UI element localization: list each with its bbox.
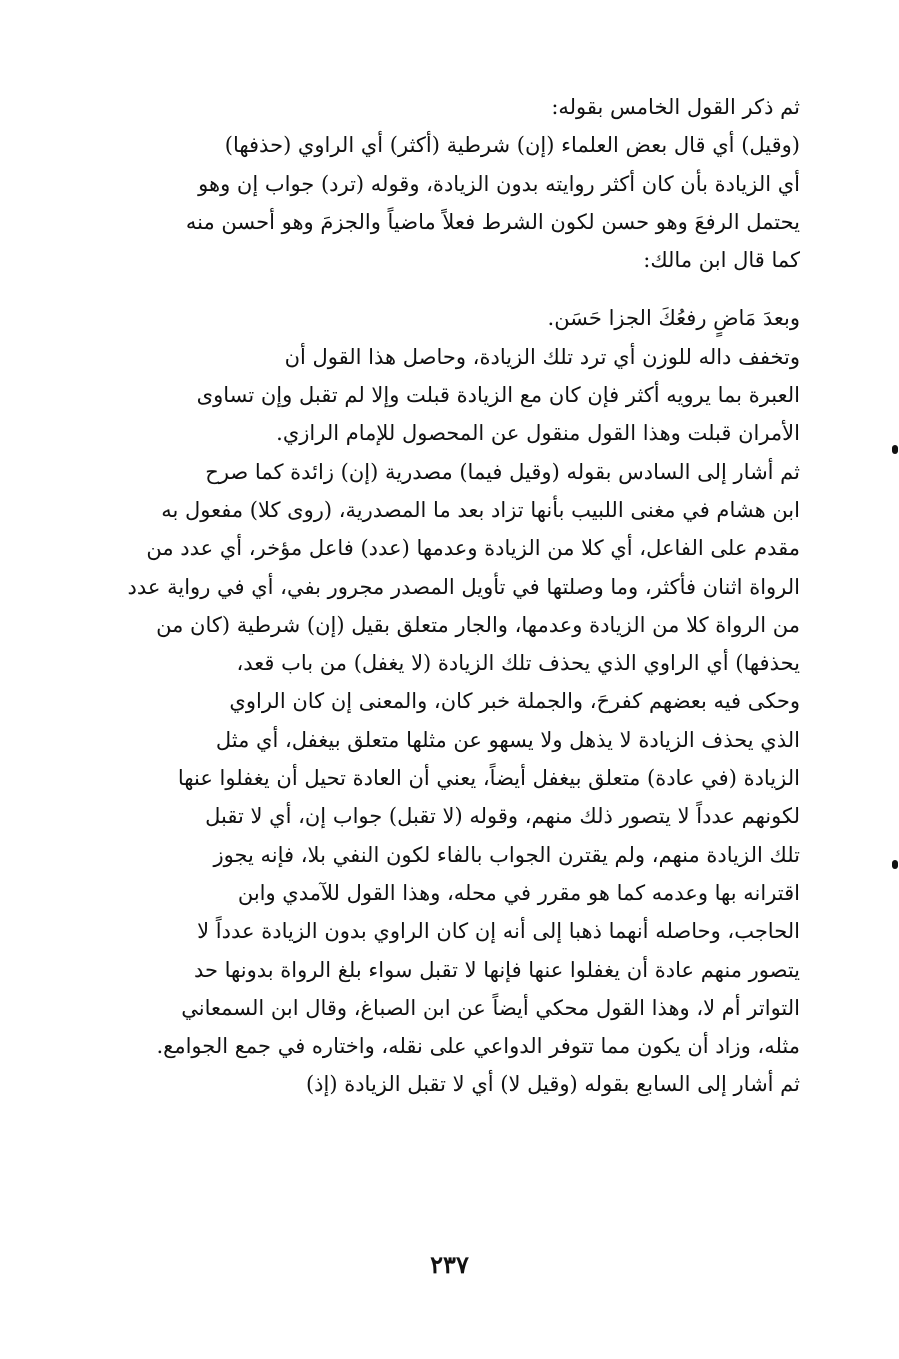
page-number: ٢٣٧	[430, 1250, 469, 1279]
text-line: مقدم على الفاعل، أي كلا من الزيادة وعدمها (عدد) فاعل مؤخر، أي عدد من	[146, 536, 800, 561]
text-line: وحكى فيه بعضهم كفرحَ، والجملة خبر كان، والمعنى إن كان الراوي	[229, 689, 800, 714]
text-line: ابن هشام في مغنى اللبيب بأنها تزاد بعد ما المصدرية، (روى كلا) مفعول به	[161, 497, 800, 522]
margin-mark	[892, 445, 898, 454]
paragraph-gap	[100, 279, 800, 299]
text-line: اقترانه بها وعدمه كما هو مقرر في محله، وهذا القول للآمدي وابن	[237, 880, 800, 905]
text-line: يتصور منهم عادة أن يغفلوا عنها فإنها لا تقبل سواء بلغ الرواة بدونها حد	[193, 957, 800, 982]
text-line: ثم ذكر القول الخامس بقوله:	[551, 95, 800, 119]
text-line: كما قال ابن مالك:	[643, 248, 800, 273]
text-line: أي الزيادة بأن كان أكثر روايته بدون الزيادة، وقوله (ترد) جواب إن وهو	[198, 171, 800, 196]
margin-mark	[892, 860, 898, 869]
text-line: لكونهم عدداً لا يتصور ذلك منهم، وقوله (لا تقبل) جواب إن، أي لا تقبل	[205, 804, 800, 829]
text-line: ثم أشار إلى السابع بقوله (وقيل لا) أي لا تقبل الزيادة (إذ)	[305, 1072, 800, 1097]
text-line: يحتمل الرفعَ وهو حسن لكون الشرط فعلاً ماضياً والجزمَ وهو أحسن منه	[185, 209, 800, 234]
text-line: من الرواة كلا من الزيادة وعدمها، والجار متعلق بقيل (إن) شرطية (كان من	[156, 612, 800, 637]
text-line: الرواة اثنان فأكثر، وما وصلتها في تأويل المصدر مجرور بفي، أي في رواية عدد	[127, 574, 800, 599]
text-line: التواتر أم لا، وهذا القول محكي أيضاً عن ابن الصباغ، وقال ابن السمعاني	[181, 995, 800, 1020]
verse-line: وبعدَ مَاضٍ رفعُكَ الجزا حَسَن.	[547, 306, 800, 331]
text-line: وتخفف داله للوزن أي ترد تلك الزيادة، وحاصل هذا القول أن	[284, 344, 800, 369]
text-line: يحذفها) أي الراوي الذي يحذف تلك الزيادة (لا يغفل) من باب قعد،	[236, 651, 800, 676]
text-line: الزيادة (في عادة) متعلق بيغفل أيضاً، يعني أن العادة تحيل أن يغفلوا عنها	[177, 766, 800, 791]
text-line: العبرة بما يرويه أكثر فإن كان مع الزيادة قبلت وإلا لم تقبل وإن تساوى	[196, 383, 800, 408]
text-line: الحاجب، وحاصله أنهما ذهبا إلى أنه إن كان الراوي بدون الزيادة عدداً لا	[197, 919, 800, 944]
text-line: (وقيل) أي قال بعض العلماء (إن) شرطية (أكثر) أي الراوي (حذفها)	[224, 133, 800, 158]
text-line: الأمران قبلت وهذا القول منقول عن المحصول للإمام الرازي.	[276, 421, 800, 446]
text-line: تلك الزيادة منهم، ولم يقترن الجواب بالفاء لكون النفي بلا، فإنه يجوز	[213, 842, 800, 867]
text-line: الذي يحذف الزيادة لا يذهل ولا يسهو عن مثلها متعلق بيغفل، أي مثل	[215, 727, 800, 752]
text-line: مثله، وزاد أن يكون مما تتوفر الدواعي على نقله، واختاره في جمع الجوامع.	[156, 1034, 800, 1059]
text-line: ثم أشار إلى السادس بقوله (وقيل فيما) مصدرية (إن) زائدة كما صرح	[205, 459, 800, 484]
text-block	[100, 88, 800, 1104]
